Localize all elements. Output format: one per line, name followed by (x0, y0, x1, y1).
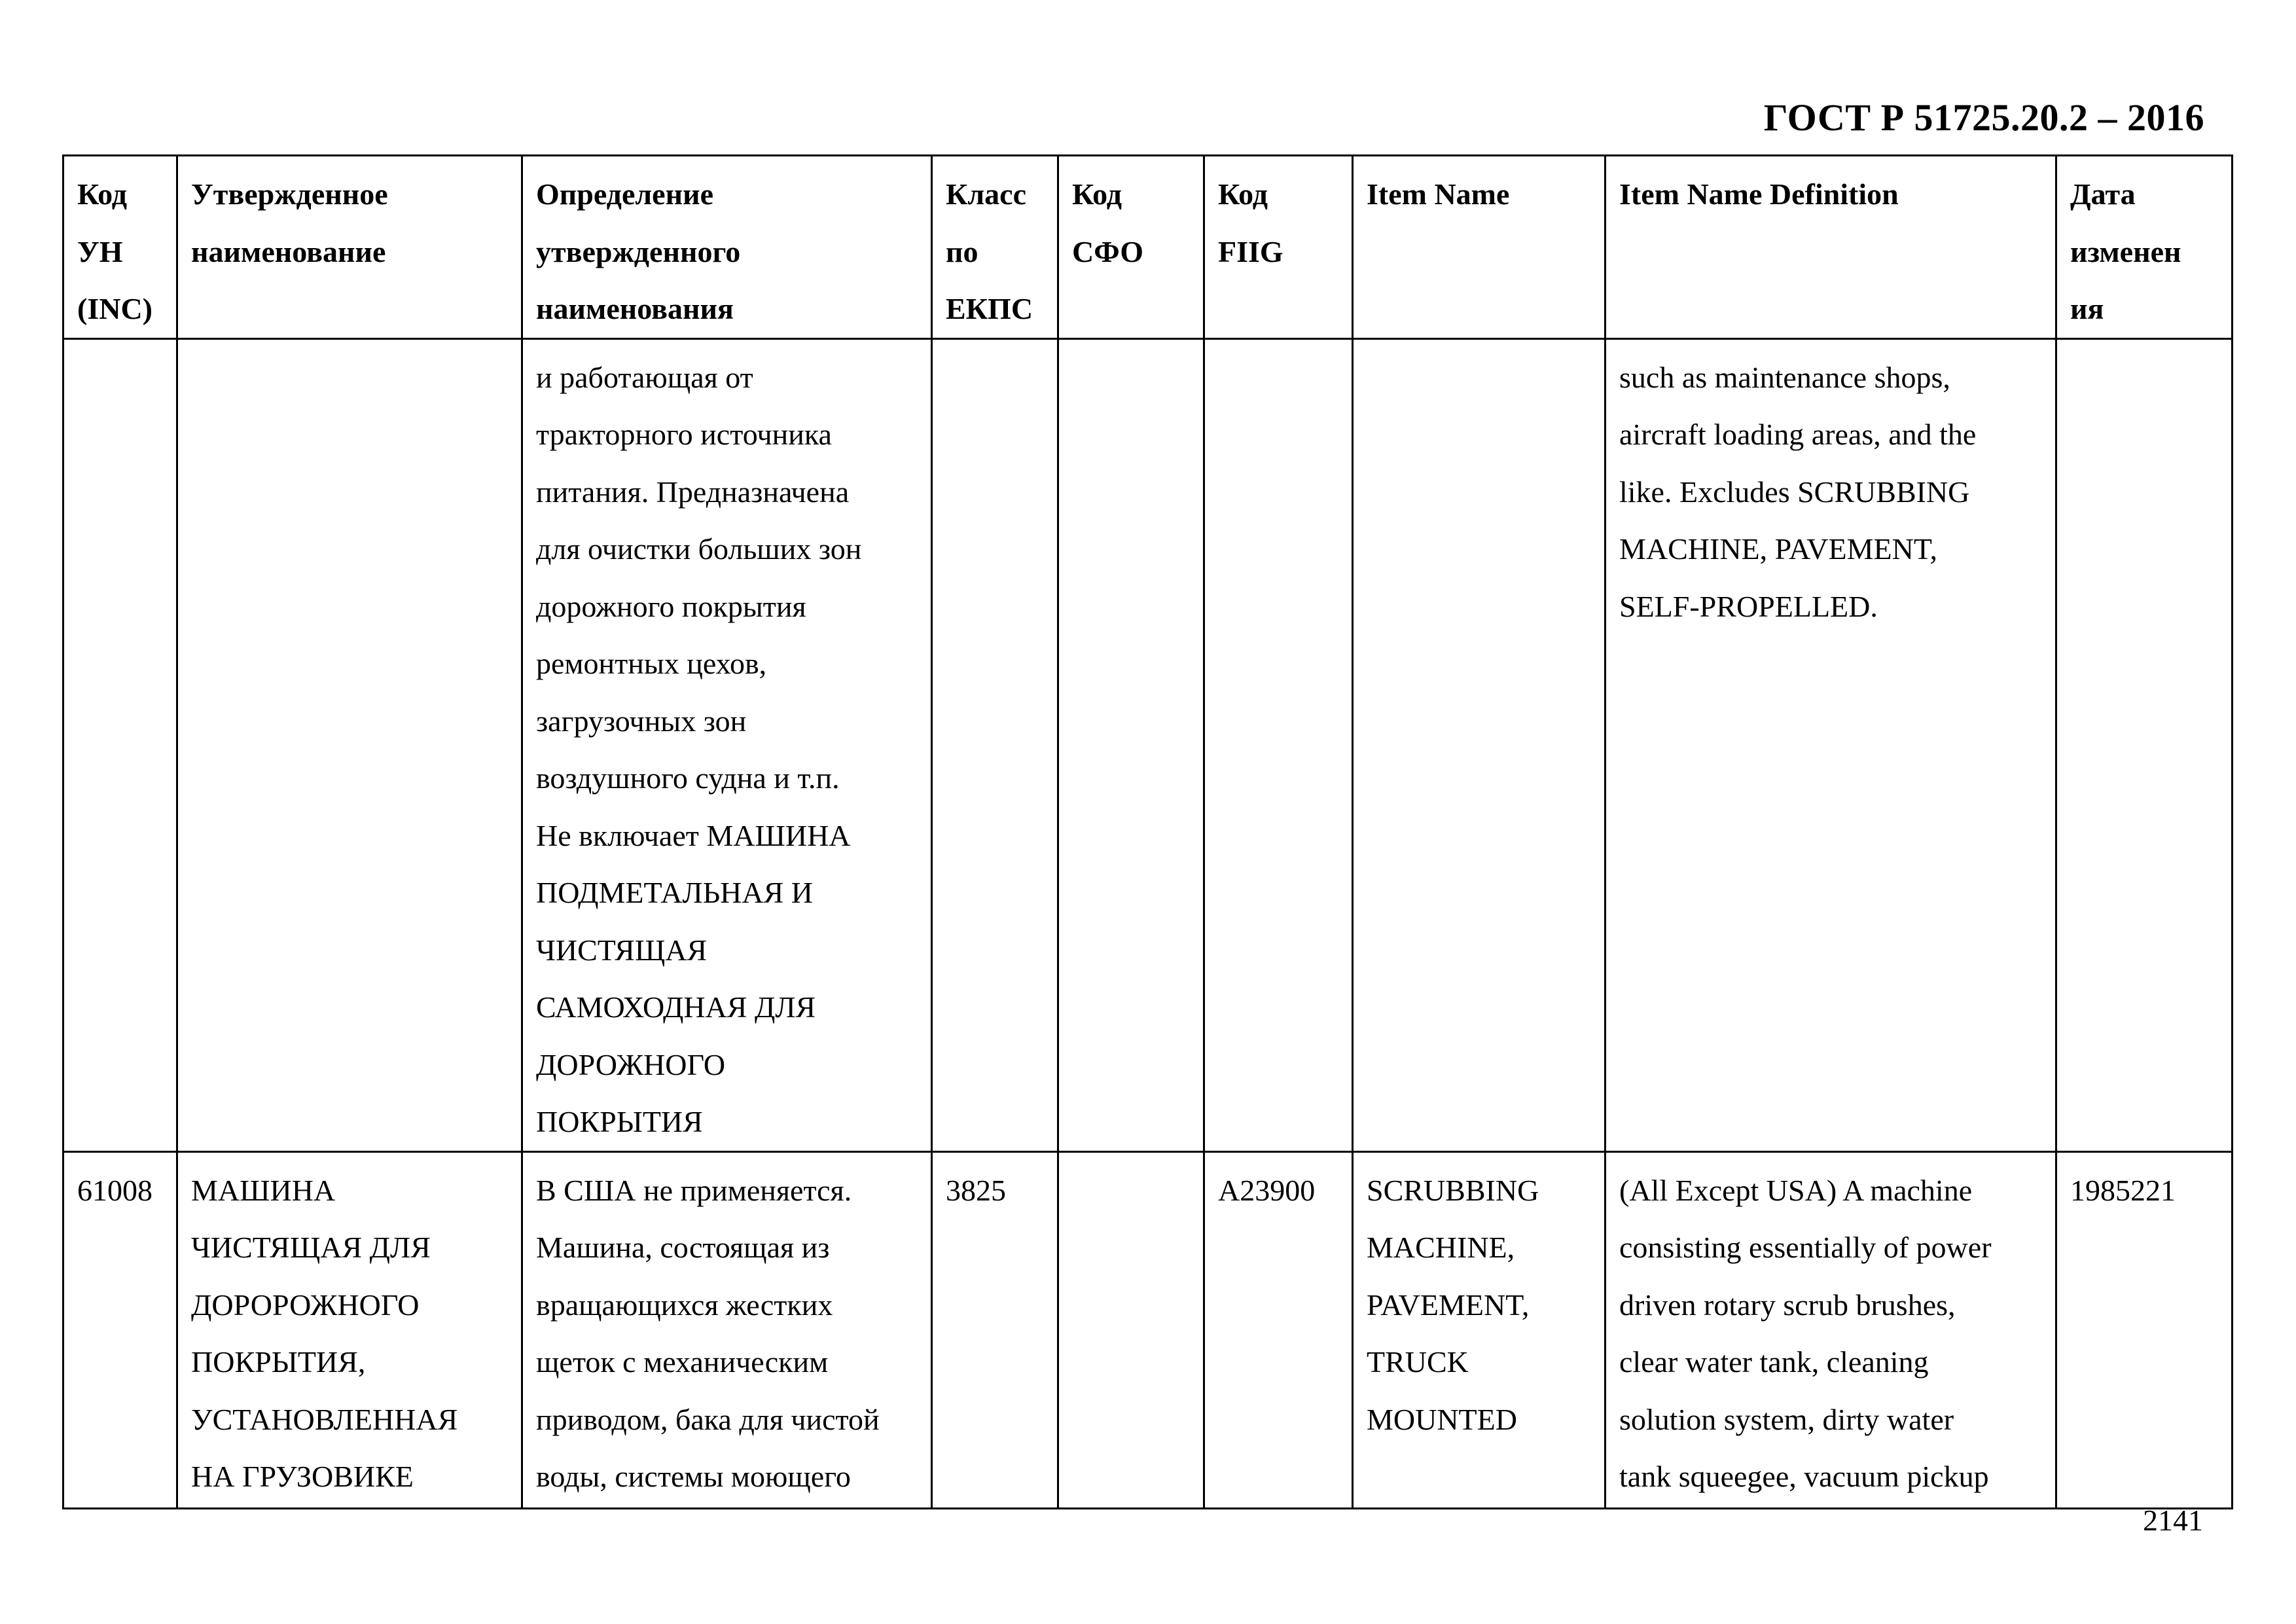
item-name-table (62, 154, 2233, 1509)
cell-item-name (1353, 338, 1605, 1151)
column-header-inc: Код УН (INC) (63, 156, 177, 339)
cell-fiig (1204, 338, 1353, 1151)
cell-item-name: SCRUBBING MACHINE, PAVEMENT, TRUCK MOUNTED (1353, 1151, 1605, 1508)
column-header-change-date: Дата изменен ия (2056, 156, 2233, 339)
cell-change-date (2056, 338, 2233, 1151)
column-header-definition: Определение утвержденного наименования (522, 156, 932, 339)
column-header-fiig: Код FIIG (1204, 156, 1353, 339)
cell-item-name-definition: (All Except USA) A machine consisting essentially of power driven rotary scrub brushes, clear water tank, cleaning solution system, dirty water tank squeegee, vacuum pickup (1605, 1151, 2056, 1508)
cell-change-date: 1985221 (2056, 1151, 2233, 1508)
document-standard-header: ГОСТ Р 51725.20.2 – 2016 (1763, 96, 2204, 139)
cell-definition: и работающая от тракторного источника питания. Предназначена для очистки больших зон дорожного покрытия ремонтных цехов, загрузочных зон воздушного судна и т.п. Не включает МАШИНА ПОДМЕТАЛЬНАЯ И ЧИСТЯЩАЯ САМОХОДНАЯ ДЛЯ ДОРОЖНОГО ПОКРЫТИЯ (522, 338, 932, 1151)
table-header-row (63, 156, 2233, 339)
cell-approved-name: МАШИНА ЧИСТЯЩАЯ ДЛЯ ДОРОРОЖНОГО ПОКРЫТИЯ, УСТАНОВЛЕННАЯ НА ГРУЗОВИКЕ (177, 1151, 522, 1508)
cell-definition: В США не применяется. Машина, состоящая из вращающихся жестких щеток с механическим приводом, бака для чистой воды, системы моющего (522, 1151, 932, 1508)
cell-sfo (1058, 338, 1204, 1151)
column-header-item-name-definition: Item Name Definition (1605, 156, 2056, 339)
column-header-item-name: Item Name (1353, 156, 1605, 339)
cell-sfo (1058, 1151, 1204, 1508)
cell-inc (63, 338, 177, 1151)
page-number: 2141 (2143, 1504, 2203, 1537)
cell-class (932, 338, 1058, 1151)
column-header-sfo: Код СФО (1058, 156, 1204, 339)
cell-item-name-definition: such as maintenance shops, aircraft loading areas, and the like. Excludes SCRUBBING MACHINE, PAVEMENT, SELF-PROPELLED. (1605, 338, 2056, 1151)
cell-inc: 61008 (63, 1151, 177, 1508)
cell-approved-name (177, 338, 522, 1151)
column-header-approved-name: Утвержденное наименование (177, 156, 522, 339)
cell-class: 3825 (932, 1151, 1058, 1508)
column-header-class: Класс по ЕКПС (932, 156, 1058, 339)
table-row (63, 1151, 2233, 1508)
table-row (63, 338, 2233, 1151)
cell-fiig: A23900 (1204, 1151, 1353, 1508)
